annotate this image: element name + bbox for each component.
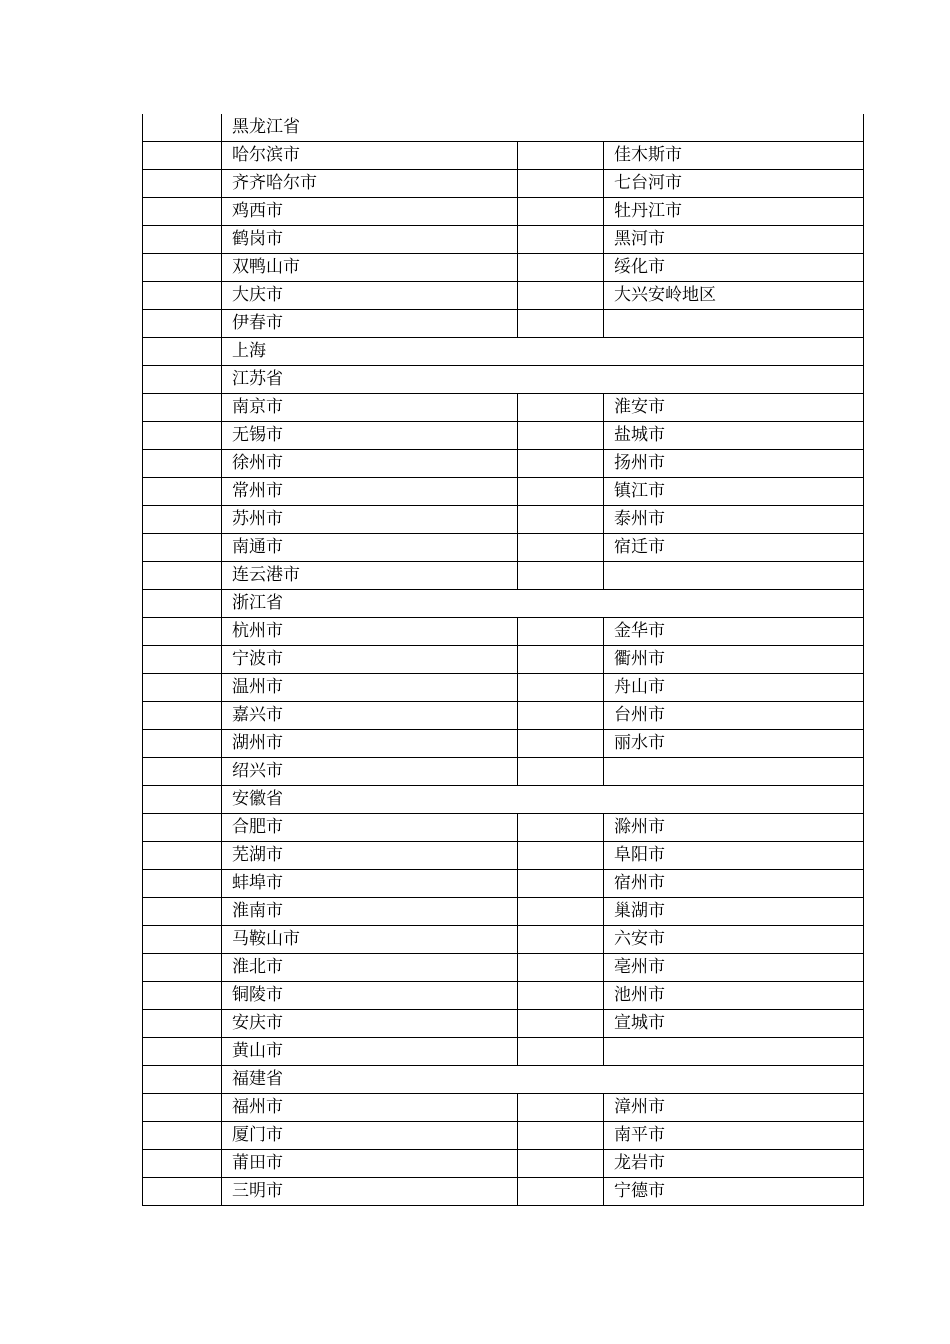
index-cell	[143, 1038, 222, 1066]
index-cell	[143, 198, 222, 226]
city-name-right: 金华市	[604, 618, 864, 646]
province-name: 上海	[222, 338, 864, 366]
city-row	[143, 618, 864, 646]
province-row	[143, 786, 864, 814]
index-cell	[143, 282, 222, 310]
index-cell	[143, 310, 222, 338]
city-row	[143, 1178, 864, 1206]
index-cell	[143, 814, 222, 842]
city-row	[143, 506, 864, 534]
spacer-cell	[518, 534, 604, 562]
index-cell	[143, 1150, 222, 1178]
spacer-cell	[518, 1150, 604, 1178]
city-row	[143, 562, 864, 590]
province-name: 安徽省	[222, 786, 864, 814]
city-name-left: 绍兴市	[222, 758, 518, 786]
index-cell	[143, 1066, 222, 1094]
index-cell	[143, 338, 222, 366]
city-name-left: 淮北市	[222, 954, 518, 982]
city-name-right: 舟山市	[604, 674, 864, 702]
spacer-cell	[518, 1178, 604, 1206]
index-cell	[143, 1178, 222, 1206]
city-name-left: 无锡市	[222, 422, 518, 450]
city-name-left: 安庆市	[222, 1010, 518, 1038]
city-row	[143, 898, 864, 926]
spacer-cell	[518, 702, 604, 730]
index-cell	[143, 450, 222, 478]
city-name-right: 宿迁市	[604, 534, 864, 562]
spacer-cell	[518, 730, 604, 758]
city-name-left: 徐州市	[222, 450, 518, 478]
city-name-right	[604, 1038, 864, 1066]
city-name-right: 淮安市	[604, 394, 864, 422]
city-name-right: 宁德市	[604, 1178, 864, 1206]
index-cell	[143, 730, 222, 758]
city-name-right: 南平市	[604, 1122, 864, 1150]
city-row	[143, 926, 864, 954]
index-cell	[143, 366, 222, 394]
index-cell	[143, 870, 222, 898]
spacer-cell	[518, 506, 604, 534]
region-table	[142, 114, 864, 1206]
city-name-left: 蚌埠市	[222, 870, 518, 898]
city-name-right	[604, 562, 864, 590]
spacer-cell	[518, 1038, 604, 1066]
city-row	[143, 282, 864, 310]
city-name-right: 佳木斯市	[604, 142, 864, 170]
city-row	[143, 982, 864, 1010]
province-name: 黑龙江省	[222, 114, 864, 142]
city-name-right: 池州市	[604, 982, 864, 1010]
city-row	[143, 198, 864, 226]
index-cell	[143, 422, 222, 450]
city-row	[143, 954, 864, 982]
index-cell	[143, 702, 222, 730]
city-name-right: 台州市	[604, 702, 864, 730]
index-cell	[143, 170, 222, 198]
city-name-left: 连云港市	[222, 562, 518, 590]
city-name-right: 阜阳市	[604, 842, 864, 870]
index-cell	[143, 926, 222, 954]
index-cell	[143, 506, 222, 534]
city-name-left: 铜陵市	[222, 982, 518, 1010]
city-name-right: 绥化市	[604, 254, 864, 282]
city-name-left: 宁波市	[222, 646, 518, 674]
city-row	[143, 1038, 864, 1066]
city-name-left: 黄山市	[222, 1038, 518, 1066]
index-cell	[143, 786, 222, 814]
city-name-right: 亳州市	[604, 954, 864, 982]
city-name-left: 齐齐哈尔市	[222, 170, 518, 198]
index-cell	[143, 1094, 222, 1122]
city-name-left: 嘉兴市	[222, 702, 518, 730]
city-row	[143, 1010, 864, 1038]
city-name-right: 巢湖市	[604, 898, 864, 926]
city-name-left: 苏州市	[222, 506, 518, 534]
city-name-left: 南京市	[222, 394, 518, 422]
city-row	[143, 142, 864, 170]
city-row	[143, 1150, 864, 1178]
table-body	[143, 114, 864, 1206]
city-row	[143, 310, 864, 338]
city-name-left: 合肥市	[222, 814, 518, 842]
city-name-left: 马鞍山市	[222, 926, 518, 954]
city-row	[143, 394, 864, 422]
spacer-cell	[518, 954, 604, 982]
city-name-left: 双鸭山市	[222, 254, 518, 282]
province-name: 江苏省	[222, 366, 864, 394]
city-name-right: 宿州市	[604, 870, 864, 898]
city-name-right: 盐城市	[604, 422, 864, 450]
city-name-right: 黑河市	[604, 226, 864, 254]
province-row	[143, 366, 864, 394]
city-row	[143, 646, 864, 674]
city-row	[143, 842, 864, 870]
spacer-cell	[518, 394, 604, 422]
city-row	[143, 478, 864, 506]
city-name-left: 莆田市	[222, 1150, 518, 1178]
spacer-cell	[518, 562, 604, 590]
spacer-cell	[518, 1094, 604, 1122]
city-name-right: 丽水市	[604, 730, 864, 758]
spacer-cell	[518, 618, 604, 646]
city-name-left: 常州市	[222, 478, 518, 506]
city-name-right: 衢州市	[604, 646, 864, 674]
spacer-cell	[518, 842, 604, 870]
spacer-cell	[518, 870, 604, 898]
city-name-right: 镇江市	[604, 478, 864, 506]
index-cell	[143, 114, 222, 142]
city-name-left: 鹤岗市	[222, 226, 518, 254]
city-name-left: 淮南市	[222, 898, 518, 926]
index-cell	[143, 142, 222, 170]
city-row	[143, 450, 864, 478]
city-row	[143, 534, 864, 562]
city-name-right: 六安市	[604, 926, 864, 954]
city-name-right	[604, 310, 864, 338]
spacer-cell	[518, 254, 604, 282]
spacer-cell	[518, 310, 604, 338]
spacer-cell	[518, 226, 604, 254]
province-name: 福建省	[222, 1066, 864, 1094]
index-cell	[143, 758, 222, 786]
spacer-cell	[518, 814, 604, 842]
index-cell	[143, 842, 222, 870]
city-name-left: 杭州市	[222, 618, 518, 646]
city-row	[143, 170, 864, 198]
city-name-left: 三明市	[222, 1178, 518, 1206]
city-name-left: 芜湖市	[222, 842, 518, 870]
index-cell	[143, 898, 222, 926]
province-row	[143, 1066, 864, 1094]
spacer-cell	[518, 926, 604, 954]
city-row	[143, 1122, 864, 1150]
city-row	[143, 422, 864, 450]
index-cell	[143, 254, 222, 282]
city-name-right: 滁州市	[604, 814, 864, 842]
spacer-cell	[518, 198, 604, 226]
city-name-left: 大庆市	[222, 282, 518, 310]
city-name-right: 漳州市	[604, 1094, 864, 1122]
province-row	[143, 338, 864, 366]
city-name-right: 龙岩市	[604, 1150, 864, 1178]
spacer-cell	[518, 758, 604, 786]
city-name-right: 七台河市	[604, 170, 864, 198]
spacer-cell	[518, 982, 604, 1010]
province-row	[143, 590, 864, 618]
index-cell	[143, 226, 222, 254]
index-cell	[143, 590, 222, 618]
province-row	[143, 114, 864, 142]
city-row	[143, 254, 864, 282]
city-name-left: 哈尔滨市	[222, 142, 518, 170]
index-cell	[143, 562, 222, 590]
spacer-cell	[518, 170, 604, 198]
city-name-left: 厦门市	[222, 1122, 518, 1150]
index-cell	[143, 954, 222, 982]
index-cell	[143, 534, 222, 562]
city-name-right: 宣城市	[604, 1010, 864, 1038]
city-name-right: 牡丹江市	[604, 198, 864, 226]
index-cell	[143, 478, 222, 506]
city-name-left: 伊春市	[222, 310, 518, 338]
city-name-right: 扬州市	[604, 450, 864, 478]
spacer-cell	[518, 282, 604, 310]
spacer-cell	[518, 898, 604, 926]
city-row	[143, 702, 864, 730]
spacer-cell	[518, 142, 604, 170]
spacer-cell	[518, 478, 604, 506]
index-cell	[143, 1010, 222, 1038]
index-cell	[143, 646, 222, 674]
index-cell	[143, 1122, 222, 1150]
city-row	[143, 758, 864, 786]
spacer-cell	[518, 422, 604, 450]
province-name: 浙江省	[222, 590, 864, 618]
city-name-left: 鸡西市	[222, 198, 518, 226]
city-name-left: 温州市	[222, 674, 518, 702]
city-name-right	[604, 758, 864, 786]
spacer-cell	[518, 1010, 604, 1038]
city-row	[143, 1094, 864, 1122]
spacer-cell	[518, 674, 604, 702]
city-row	[143, 674, 864, 702]
city-row	[143, 226, 864, 254]
index-cell	[143, 618, 222, 646]
index-cell	[143, 674, 222, 702]
city-name-right: 泰州市	[604, 506, 864, 534]
index-cell	[143, 394, 222, 422]
city-name-left: 福州市	[222, 1094, 518, 1122]
city-name-right: 大兴安岭地区	[604, 282, 864, 310]
spacer-cell	[518, 450, 604, 478]
city-name-left: 南通市	[222, 534, 518, 562]
city-row	[143, 870, 864, 898]
city-name-left: 湖州市	[222, 730, 518, 758]
index-cell	[143, 982, 222, 1010]
city-row	[143, 730, 864, 758]
city-row	[143, 814, 864, 842]
spacer-cell	[518, 646, 604, 674]
spacer-cell	[518, 1122, 604, 1150]
